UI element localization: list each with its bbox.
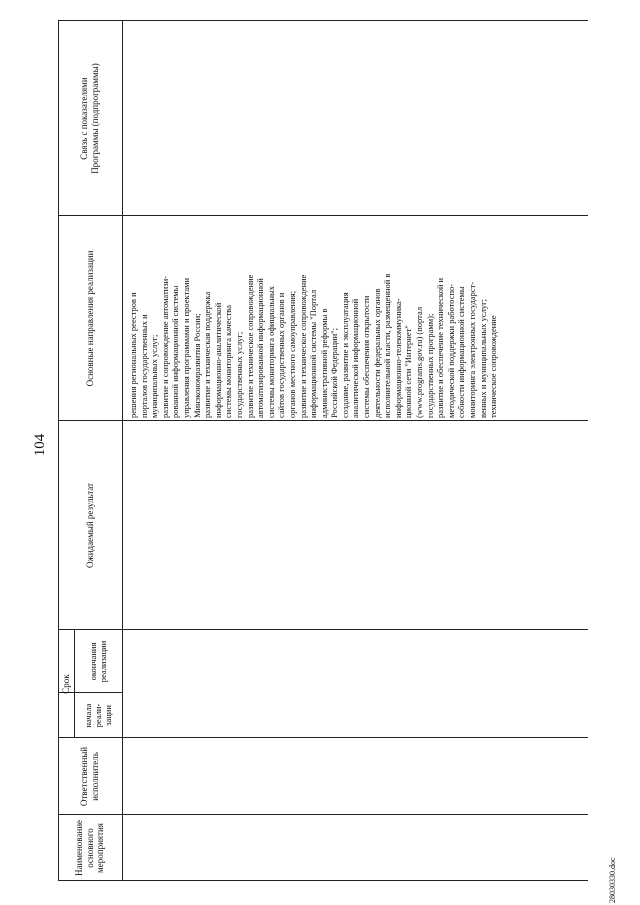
directions-cell	[128, 228, 499, 418]
header-term-end: окончания реализации	[87, 640, 108, 683]
directions-line: аналитической информационной	[350, 298, 361, 418]
directions-line: информационно-аналитической	[212, 302, 223, 418]
document-filename: 28030330.doc	[608, 857, 617, 903]
directions-line: исполнительной власти, размещенной в	[382, 273, 393, 418]
directions-line: собности информационной системы	[456, 286, 467, 418]
directions-line: деятельности федеральных органов	[371, 288, 382, 418]
header-link: Связь с показателями Программы (подпрограммы)	[79, 63, 100, 174]
directions-line: развитие и сопровождение автоматизи-	[159, 276, 170, 418]
header-name: Наименование основного мероприятия	[73, 819, 106, 877]
directions-line: создание, развитие и эксплуатация	[339, 292, 350, 418]
column-divider	[58, 215, 588, 216]
directions-line: развитие и техническое сопровождение	[297, 274, 308, 418]
directions-line: управления программами и проектами	[180, 277, 191, 418]
directions-line: Минэкономразвития России;	[191, 313, 202, 418]
directions-line: рованной информационной системы	[170, 285, 181, 418]
directions-line: системы мониторинга официальных	[265, 286, 276, 418]
directions-line: (www.programs.gov.ru) (портал	[414, 306, 425, 418]
column-divider	[58, 629, 588, 630]
directions-line: органов местного самоуправления;	[286, 290, 297, 418]
directions-line: развитие и техническая поддержка	[202, 291, 213, 418]
directions-line: мониторинга электронных государст-	[467, 281, 477, 418]
page-number: 104	[32, 433, 48, 457]
directions-line: автоматизированной информационной	[255, 278, 266, 418]
directions-line: сайтов государственных органов и	[276, 292, 287, 418]
header-executor: Ответственный исполнитель	[79, 746, 100, 807]
directions-line: информационно-телекоммуника-	[392, 298, 403, 418]
directions-line: государственных услуг;	[233, 331, 244, 418]
activities-table	[58, 21, 588, 881]
directions-line: Российской Федерации";	[329, 328, 340, 418]
column-divider	[58, 737, 588, 738]
header-term-start: начала реали-зации	[82, 703, 114, 728]
directions-line: ционной сети "Интернет"	[403, 325, 414, 418]
directions-line: техническое сопровождение	[488, 315, 499, 418]
directions-line: решения региональных реестров и	[128, 292, 138, 418]
directions-line: информационной системы "Портал	[308, 289, 319, 418]
table-border-left	[58, 880, 588, 881]
column-divider	[58, 420, 588, 421]
directions-line: системы мониторинга качества	[223, 305, 234, 418]
directions-line: системы обеспечения открытости	[361, 295, 372, 418]
header-result: Ожидаемый результат	[84, 483, 95, 568]
directions-line: муниципальных услуг;	[149, 334, 160, 418]
directions-line: развитие и обеспечение технической и	[435, 277, 446, 418]
directions-line: государственных программ);	[424, 313, 435, 418]
directions-line: методической поддержки работоспо-	[445, 283, 456, 418]
directions-line: развитие и техническое сопровождение	[244, 274, 255, 418]
column-divider	[58, 814, 588, 815]
table-border-right	[58, 20, 588, 21]
directions-line: порталов государственных и	[138, 314, 149, 418]
header-directions: Основные направления реализации	[84, 250, 95, 387]
header-term: Срок	[60, 674, 71, 694]
directions-line: венных и муниципальных услуг;	[477, 299, 488, 418]
directions-line: административной реформы в	[318, 308, 329, 418]
